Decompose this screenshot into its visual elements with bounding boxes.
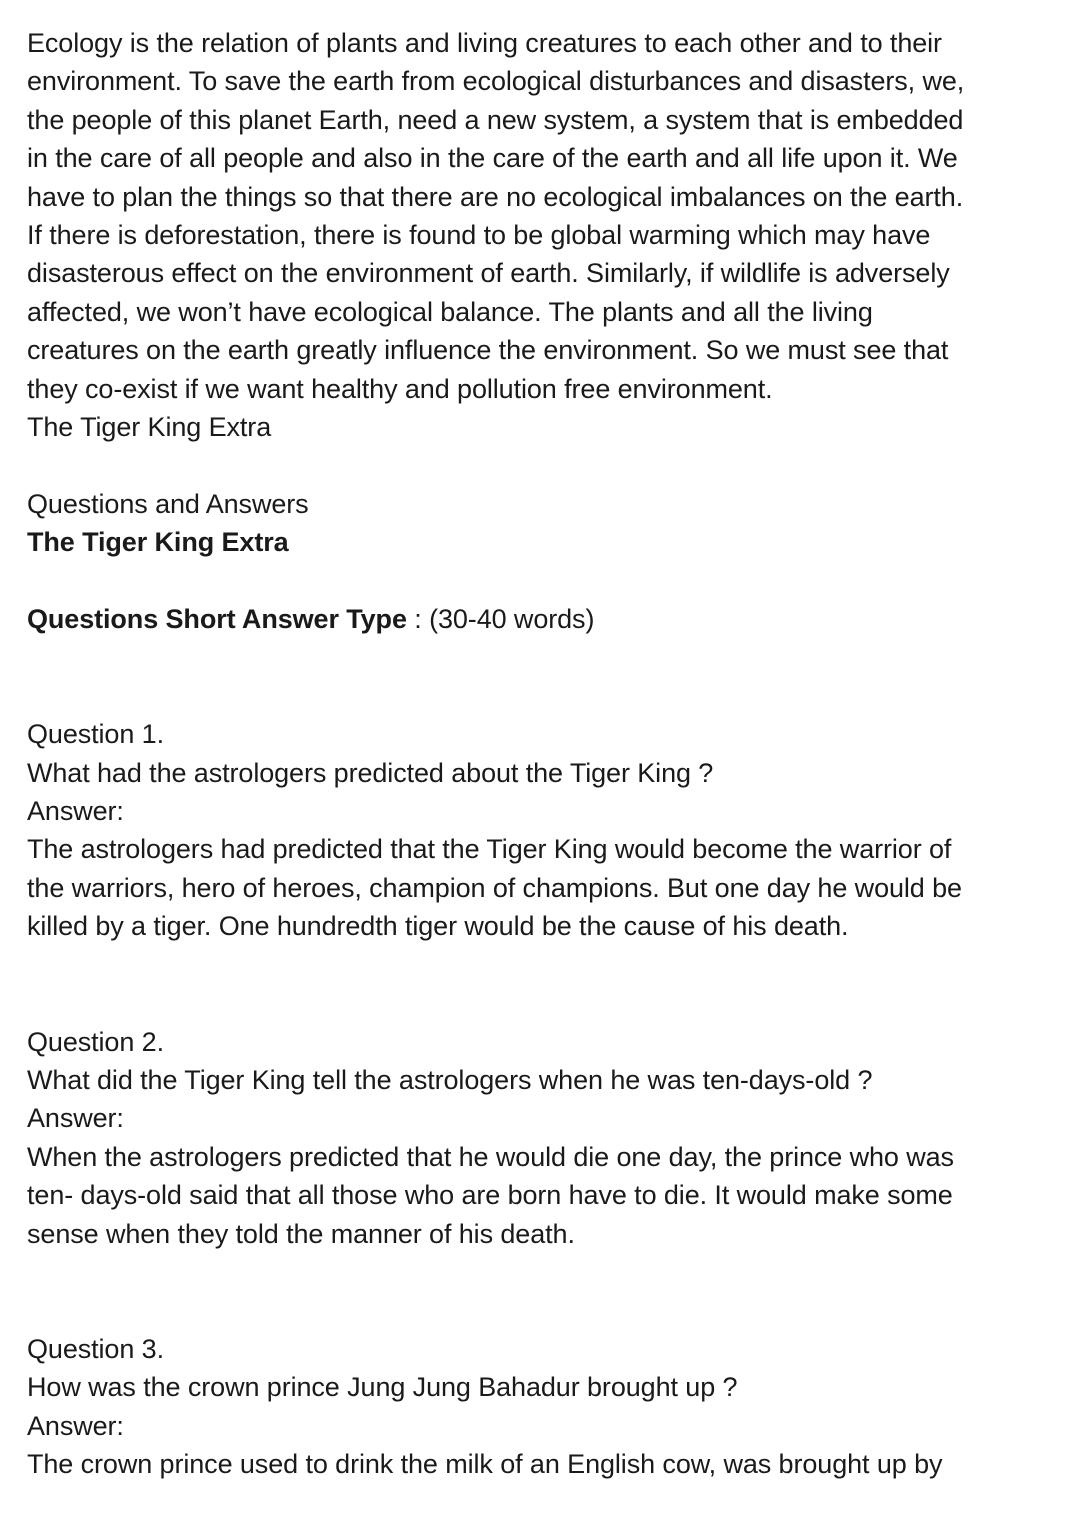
question-text: What had the astrologers predicted about the Tiger King ? (27, 757, 714, 788)
question-label: Question 2. (27, 1026, 164, 1057)
intro-line: disasterous effect on the environment of earth. Similarly, if wildlife is adversely (27, 258, 950, 289)
intro-line: they co-exist if we want healthy and pollution free environment. (27, 373, 773, 404)
answer-label: Answer: (27, 1410, 124, 1441)
answer-line: the warriors, hero of heroes, champion of champions. But one day he would be (27, 872, 962, 903)
answer-line: The crown prince used to drink the milk of an English cow, was brought up by (27, 1448, 943, 1479)
question-text: What did the Tiger King tell the astrologers when he was ten-days-old ? (27, 1064, 873, 1095)
question-label: Question 1. (27, 719, 164, 750)
qa-subheading: The Tiger King Extra (27, 527, 289, 558)
section-heading (27, 600, 1057, 638)
question-label: Question 3. (27, 1333, 164, 1364)
section-title: Questions Short Answer Type (27, 604, 407, 635)
spacer (27, 562, 1057, 600)
question-block-3 (27, 1330, 1057, 1484)
intro-line: in the care of all people and also in the care of the earth and all life upon it. We (27, 143, 958, 174)
intro-line: Ecology is the relation of plants and living creatures to each other and to their (27, 28, 942, 58)
answer-line: The astrologers had predicted that the Tiger King would become the warrior of (27, 834, 952, 865)
question-block-1 (27, 715, 1057, 945)
intro-line: creatures on the earth greatly influence the environment. So we must see that (27, 335, 949, 366)
section-suffix: : (30-40 words) (406, 604, 595, 635)
spacer (27, 946, 1057, 1023)
document-page (27, 24, 1057, 1483)
answer-line: When the astrologers predicted that he would die one day, the prince who was (27, 1141, 954, 1172)
spacer (27, 446, 1057, 484)
intro-line: have to plan the things so that there are no ecological imbalances on the earth. (27, 181, 964, 212)
qa-heading: Questions and Answers (27, 488, 309, 519)
answer-label: Answer: (27, 796, 124, 827)
intro-paragraph (27, 24, 1057, 408)
intro-line: If there is deforestation, there is found to be global warming which may have (27, 220, 931, 251)
chapter-label: The Tiger King Extra (27, 412, 272, 443)
intro-line: environment. To save the earth from ecological disturbances and disasters, we, (27, 66, 965, 97)
intro-line: affected, we won’t have ecological balance. The plants and all the living (27, 296, 873, 327)
spacer (27, 1253, 1057, 1330)
intro-line: the people of this planet Earth, need a new system, a system that is embedded (27, 104, 964, 135)
answer-line: killed by a tiger. One hundredth tiger would be the cause of his death. (27, 911, 849, 942)
answer-label: Answer: (27, 1103, 124, 1134)
question-block-2 (27, 1023, 1057, 1253)
question-text: How was the crown prince Jung Jung Bahadur brought up ? (27, 1372, 738, 1403)
answer-line: sense when they told the manner of his death. (27, 1218, 575, 1249)
spacer (27, 638, 1057, 715)
answer-line: ten- days-old said that all those who are born have to die. It would make some (27, 1180, 953, 1211)
